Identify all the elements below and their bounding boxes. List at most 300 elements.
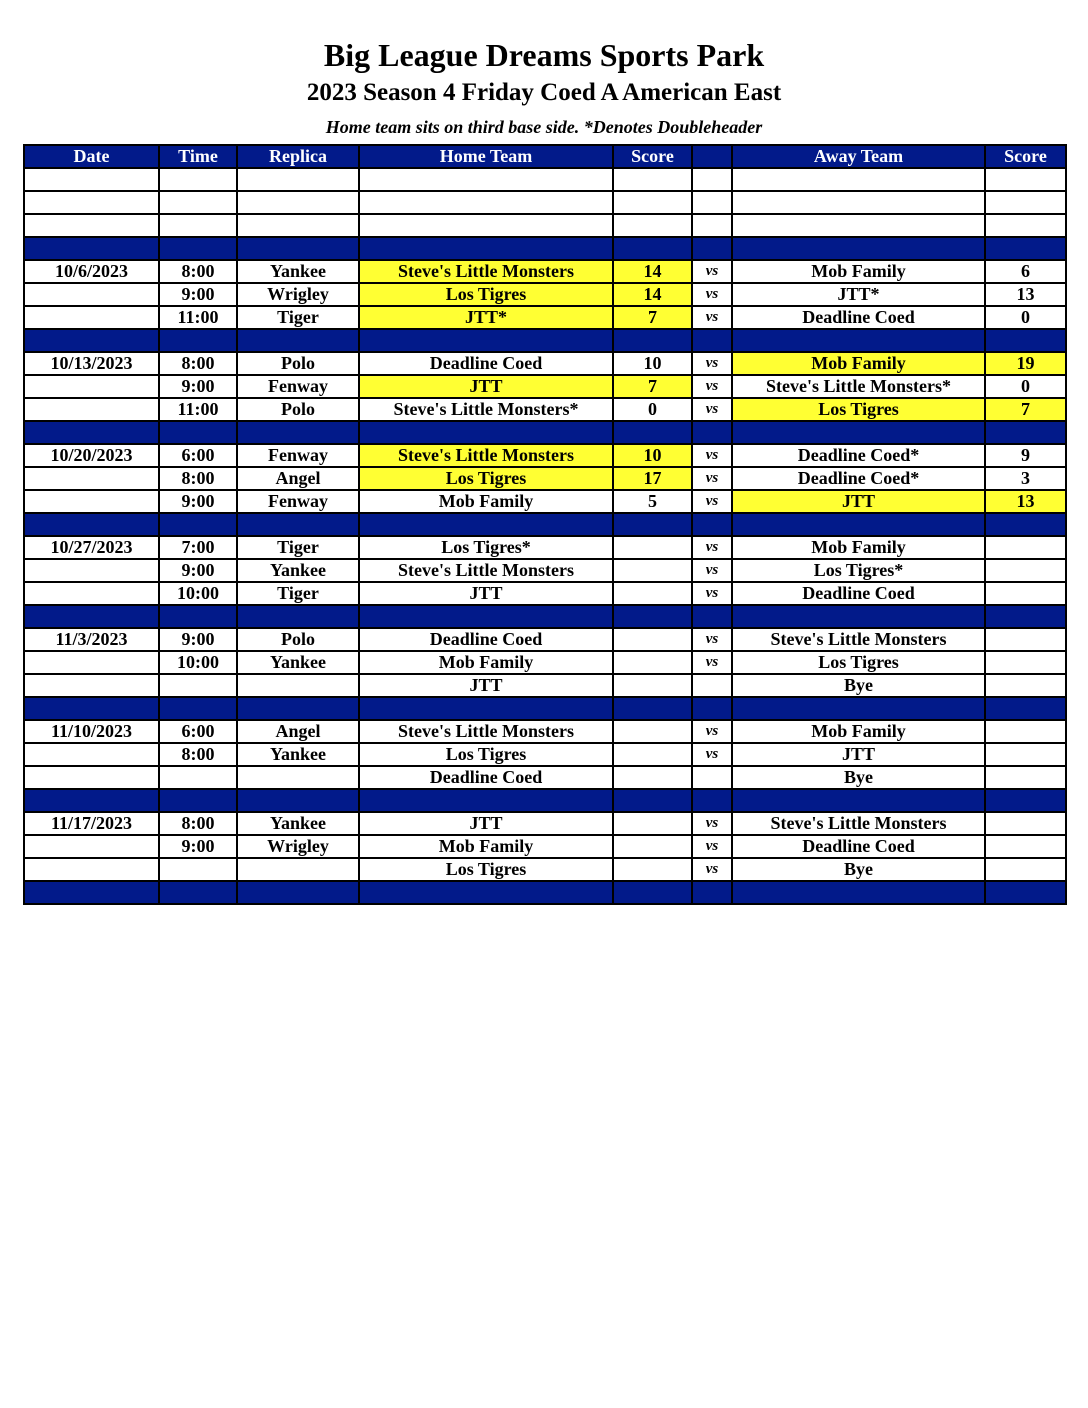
home-score-cell: 14 xyxy=(613,260,692,283)
away-team-cell: Steve's Little Monsters* xyxy=(732,375,985,398)
home-team-cell: Steve's Little Monsters xyxy=(359,559,613,582)
time-cell xyxy=(159,858,237,881)
time-cell xyxy=(159,789,237,812)
date-cell xyxy=(24,835,159,858)
home-score-cell xyxy=(613,329,692,352)
away-team-cell: Los Tigres xyxy=(732,398,985,421)
date-cell xyxy=(24,490,159,513)
away-team-cell: Mob Family xyxy=(732,352,985,375)
replica-cell xyxy=(237,191,359,214)
away-team-cell: Steve's Little Monsters xyxy=(732,812,985,835)
date-cell xyxy=(24,789,159,812)
vs-cell xyxy=(692,329,732,352)
away-score-cell: 6 xyxy=(985,260,1066,283)
time-cell: 9:00 xyxy=(159,628,237,651)
game-row xyxy=(24,306,1066,329)
home-team-cell: Los Tigres* xyxy=(359,536,613,559)
away-score-cell xyxy=(985,329,1066,352)
separator-row xyxy=(24,513,1066,536)
vs-cell xyxy=(692,766,732,789)
blank-row xyxy=(24,191,1066,214)
date-cell xyxy=(24,559,159,582)
game-row xyxy=(24,674,1066,697)
home-team-cell: JTT xyxy=(359,674,613,697)
vs-cell xyxy=(692,421,732,444)
header-row xyxy=(24,145,1066,168)
home-score-cell xyxy=(613,812,692,835)
page-note: Home team sits on third base side. *Denotes Doubleheader xyxy=(325,117,763,137)
game-row xyxy=(24,559,1066,582)
home-team-cell: Mob Family xyxy=(359,651,613,674)
replica-cell xyxy=(237,789,359,812)
home-team-cell xyxy=(359,214,613,237)
replica-cell xyxy=(237,766,359,789)
replica-cell xyxy=(237,605,359,628)
away-score-cell xyxy=(985,835,1066,858)
game-row xyxy=(24,352,1066,375)
away-team-cell: Mob Family xyxy=(732,260,985,283)
col-vs-header xyxy=(692,145,732,168)
away-score-cell: 19 xyxy=(985,352,1066,375)
replica-cell: Tiger xyxy=(237,582,359,605)
time-cell: 9:00 xyxy=(159,490,237,513)
replica-cell xyxy=(237,237,359,260)
home-score-cell xyxy=(613,421,692,444)
away-score-cell xyxy=(985,651,1066,674)
home-team-cell xyxy=(359,191,613,214)
date-cell xyxy=(24,766,159,789)
away-score-cell xyxy=(985,191,1066,214)
vs-cell: vs xyxy=(692,260,732,283)
away-score-cell: 13 xyxy=(985,283,1066,306)
time-cell: 8:00 xyxy=(159,260,237,283)
away-team-cell: Mob Family xyxy=(732,720,985,743)
col-home-score-header: Score xyxy=(613,145,692,168)
game-row xyxy=(24,743,1066,766)
home-score-cell xyxy=(613,651,692,674)
home-score-cell xyxy=(613,513,692,536)
time-cell xyxy=(159,237,237,260)
date-cell xyxy=(24,398,159,421)
away-team-cell: Deadline Coed xyxy=(732,835,985,858)
home-team-cell: Deadline Coed xyxy=(359,628,613,651)
time-cell: 9:00 xyxy=(159,283,237,306)
replica-cell: Tiger xyxy=(237,306,359,329)
vs-cell: vs xyxy=(692,858,732,881)
home-score-cell xyxy=(613,881,692,904)
separator-row xyxy=(24,789,1066,812)
replica-cell: Angel xyxy=(237,467,359,490)
away-team-cell xyxy=(732,513,985,536)
time-cell: 8:00 xyxy=(159,812,237,835)
vs-cell: vs xyxy=(692,743,732,766)
vs-cell xyxy=(692,237,732,260)
game-row xyxy=(24,582,1066,605)
away-team-cell: Steve's Little Monsters xyxy=(732,628,985,651)
home-team-cell: Los Tigres xyxy=(359,283,613,306)
date-cell: 10/6/2023 xyxy=(24,260,159,283)
away-team-cell: Deadline Coed xyxy=(732,582,985,605)
away-score-cell xyxy=(985,789,1066,812)
home-team-cell: Steve's Little Monsters xyxy=(359,444,613,467)
away-score-cell xyxy=(985,237,1066,260)
vs-cell xyxy=(692,697,732,720)
home-score-cell xyxy=(613,168,692,191)
home-score-cell: 7 xyxy=(613,375,692,398)
replica-cell xyxy=(237,168,359,191)
time-cell: 10:00 xyxy=(159,582,237,605)
away-team-cell xyxy=(732,421,985,444)
away-team-cell: Bye xyxy=(732,766,985,789)
col-away-score-header: Score xyxy=(985,145,1066,168)
home-team-cell: Mob Family xyxy=(359,835,613,858)
vs-cell xyxy=(692,168,732,191)
away-team-cell xyxy=(732,881,985,904)
away-team-cell: Los Tigres xyxy=(732,651,985,674)
away-team-cell: Los Tigres* xyxy=(732,559,985,582)
away-score-cell: 0 xyxy=(985,306,1066,329)
vs-cell: vs xyxy=(692,536,732,559)
replica-cell xyxy=(237,513,359,536)
game-row xyxy=(24,651,1066,674)
date-cell xyxy=(24,513,159,536)
game-row xyxy=(24,858,1066,881)
home-score-cell xyxy=(613,858,692,881)
home-score-cell xyxy=(613,720,692,743)
separator-row xyxy=(24,421,1066,444)
time-cell: 8:00 xyxy=(159,743,237,766)
vs-cell xyxy=(692,191,732,214)
vs-cell xyxy=(692,674,732,697)
away-score-cell xyxy=(985,628,1066,651)
home-team-cell xyxy=(359,513,613,536)
away-team-cell: Deadline Coed* xyxy=(732,444,985,467)
vs-cell: vs xyxy=(692,651,732,674)
replica-cell: Wrigley xyxy=(237,835,359,858)
away-score-cell xyxy=(985,881,1066,904)
vs-cell: vs xyxy=(692,628,732,651)
date-cell xyxy=(24,651,159,674)
home-team-cell: Steve's Little Monsters xyxy=(359,260,613,283)
game-row xyxy=(24,766,1066,789)
date-cell: 10/27/2023 xyxy=(24,536,159,559)
time-cell xyxy=(159,329,237,352)
date-cell xyxy=(24,467,159,490)
game-row xyxy=(24,490,1066,513)
vs-cell xyxy=(692,513,732,536)
date-cell xyxy=(24,306,159,329)
time-cell: 8:00 xyxy=(159,352,237,375)
home-score-cell xyxy=(613,835,692,858)
away-team-cell: Deadline Coed xyxy=(732,306,985,329)
time-cell xyxy=(159,168,237,191)
vs-cell xyxy=(692,881,732,904)
page-subtitle: 2023 Season 4 Friday Coed A American East xyxy=(306,79,782,106)
schedule-table xyxy=(23,144,1067,905)
away-team-cell: JTT* xyxy=(732,283,985,306)
home-team-cell: Steve's Little Monsters xyxy=(359,720,613,743)
vs-cell: vs xyxy=(692,490,732,513)
date-cell xyxy=(24,697,159,720)
home-team-cell: Los Tigres xyxy=(359,467,613,490)
away-team-cell xyxy=(732,168,985,191)
date-cell xyxy=(24,674,159,697)
vs-cell: vs xyxy=(692,812,732,835)
away-team-cell xyxy=(732,605,985,628)
replica-cell: Fenway xyxy=(237,490,359,513)
home-team-cell xyxy=(359,421,613,444)
home-score-cell xyxy=(613,536,692,559)
home-score-cell: 14 xyxy=(613,283,692,306)
separator-row xyxy=(24,605,1066,628)
replica-cell: Polo xyxy=(237,628,359,651)
vs-cell: vs xyxy=(692,352,732,375)
away-score-cell xyxy=(985,812,1066,835)
date-cell xyxy=(24,329,159,352)
home-score-cell xyxy=(613,674,692,697)
date-cell: 11/10/2023 xyxy=(24,720,159,743)
home-team-cell: JTT* xyxy=(359,306,613,329)
away-score-cell: 3 xyxy=(985,467,1066,490)
col-home-team-header: Home Team xyxy=(359,145,613,168)
home-score-cell xyxy=(613,582,692,605)
time-cell xyxy=(159,421,237,444)
away-score-cell xyxy=(985,720,1066,743)
home-score-cell: 0 xyxy=(613,398,692,421)
replica-cell xyxy=(237,329,359,352)
away-score-cell xyxy=(985,214,1066,237)
replica-cell: Polo xyxy=(237,352,359,375)
date-cell: 11/3/2023 xyxy=(24,628,159,651)
replica-cell xyxy=(237,421,359,444)
home-team-cell xyxy=(359,697,613,720)
replica-cell: Yankee xyxy=(237,812,359,835)
away-score-cell xyxy=(985,697,1066,720)
time-cell: 6:00 xyxy=(159,720,237,743)
home-score-cell: 10 xyxy=(613,444,692,467)
home-score-cell xyxy=(613,743,692,766)
date-cell xyxy=(24,605,159,628)
time-cell xyxy=(159,674,237,697)
replica-cell xyxy=(237,881,359,904)
home-score-cell xyxy=(613,214,692,237)
time-cell: 7:00 xyxy=(159,536,237,559)
away-team-cell xyxy=(732,697,985,720)
away-score-cell: 7 xyxy=(985,398,1066,421)
separator-row xyxy=(24,697,1066,720)
home-team-cell xyxy=(359,605,613,628)
home-score-cell xyxy=(613,628,692,651)
replica-cell: Yankee xyxy=(237,743,359,766)
vs-cell: vs xyxy=(692,375,732,398)
replica-cell: Yankee xyxy=(237,651,359,674)
replica-cell: Yankee xyxy=(237,559,359,582)
home-team-cell: Mob Family xyxy=(359,490,613,513)
away-team-cell xyxy=(732,191,985,214)
page-title: Big League Dreams Sports Park xyxy=(323,37,765,73)
away-score-cell xyxy=(985,766,1066,789)
time-cell: 11:00 xyxy=(159,306,237,329)
game-row xyxy=(24,398,1066,421)
date-cell: 11/17/2023 xyxy=(24,812,159,835)
away-team-cell xyxy=(732,789,985,812)
away-score-cell xyxy=(985,582,1066,605)
home-team-cell: Los Tigres xyxy=(359,858,613,881)
away-team-cell xyxy=(732,214,985,237)
home-team-cell: JTT xyxy=(359,375,613,398)
separator-row xyxy=(24,237,1066,260)
away-score-cell xyxy=(985,559,1066,582)
date-cell xyxy=(24,743,159,766)
date-cell xyxy=(24,375,159,398)
date-cell xyxy=(24,283,159,306)
date-cell xyxy=(24,191,159,214)
game-row xyxy=(24,375,1066,398)
vs-cell: vs xyxy=(692,444,732,467)
time-cell xyxy=(159,191,237,214)
replica-cell: Yankee xyxy=(237,260,359,283)
time-cell: 6:00 xyxy=(159,444,237,467)
game-row xyxy=(24,467,1066,490)
home-team-cell xyxy=(359,168,613,191)
away-score-cell xyxy=(985,858,1066,881)
home-score-cell xyxy=(613,237,692,260)
away-score-cell xyxy=(985,513,1066,536)
col-time-header: Time xyxy=(159,145,237,168)
home-team-cell xyxy=(359,881,613,904)
away-score-cell xyxy=(985,168,1066,191)
away-score-cell xyxy=(985,743,1066,766)
home-team-cell: JTT xyxy=(359,812,613,835)
away-team-cell xyxy=(732,237,985,260)
date-cell: 10/20/2023 xyxy=(24,444,159,467)
separator-row xyxy=(24,881,1066,904)
replica-cell: Wrigley xyxy=(237,283,359,306)
schedule-body xyxy=(24,168,1066,904)
time-cell xyxy=(159,214,237,237)
home-score-cell xyxy=(613,605,692,628)
home-team-cell: JTT xyxy=(359,582,613,605)
vs-cell xyxy=(692,214,732,237)
vs-cell: vs xyxy=(692,582,732,605)
vs-cell: vs xyxy=(692,398,732,421)
blank-row xyxy=(24,214,1066,237)
col-date-header: Date xyxy=(24,145,159,168)
time-cell: 10:00 xyxy=(159,651,237,674)
home-score-cell: 5 xyxy=(613,490,692,513)
time-cell: 9:00 xyxy=(159,375,237,398)
vs-cell: vs xyxy=(692,283,732,306)
game-row xyxy=(24,720,1066,743)
home-team-cell xyxy=(359,237,613,260)
away-team-cell xyxy=(732,329,985,352)
home-score-cell: 17 xyxy=(613,467,692,490)
away-score-cell xyxy=(985,674,1066,697)
replica-cell xyxy=(237,858,359,881)
date-cell xyxy=(24,582,159,605)
away-score-cell: 0 xyxy=(985,375,1066,398)
vs-cell: vs xyxy=(692,835,732,858)
away-team-cell: Bye xyxy=(732,858,985,881)
vs-cell: vs xyxy=(692,467,732,490)
away-score-cell: 13 xyxy=(985,490,1066,513)
time-cell xyxy=(159,697,237,720)
home-team-cell xyxy=(359,329,613,352)
date-cell xyxy=(24,168,159,191)
away-score-cell xyxy=(985,605,1066,628)
home-team-cell xyxy=(359,789,613,812)
col-away-team-header: Away Team xyxy=(732,145,985,168)
home-score-cell xyxy=(613,766,692,789)
home-score-cell: 10 xyxy=(613,352,692,375)
time-cell xyxy=(159,605,237,628)
replica-cell: Angel xyxy=(237,720,359,743)
home-score-cell xyxy=(613,191,692,214)
game-row xyxy=(24,835,1066,858)
replica-cell: Polo xyxy=(237,398,359,421)
home-score-cell xyxy=(613,697,692,720)
time-cell xyxy=(159,881,237,904)
game-row xyxy=(24,444,1066,467)
home-score-cell xyxy=(613,559,692,582)
vs-cell xyxy=(692,605,732,628)
away-score-cell xyxy=(985,536,1066,559)
game-row xyxy=(24,812,1066,835)
time-cell: 8:00 xyxy=(159,467,237,490)
home-team-cell: Los Tigres xyxy=(359,743,613,766)
date-cell xyxy=(24,214,159,237)
game-row xyxy=(24,260,1066,283)
home-score-cell: 7 xyxy=(613,306,692,329)
replica-cell xyxy=(237,674,359,697)
col-replica-header: Replica xyxy=(237,145,359,168)
away-team-cell: Mob Family xyxy=(732,536,985,559)
vs-cell: vs xyxy=(692,306,732,329)
home-score-cell xyxy=(613,789,692,812)
away-score-cell xyxy=(985,421,1066,444)
date-cell xyxy=(24,858,159,881)
replica-cell: Fenway xyxy=(237,375,359,398)
away-team-cell: JTT xyxy=(732,490,985,513)
game-row xyxy=(24,628,1066,651)
date-cell xyxy=(24,881,159,904)
home-team-cell: Deadline Coed xyxy=(359,766,613,789)
replica-cell xyxy=(237,697,359,720)
home-team-cell: Steve's Little Monsters* xyxy=(359,398,613,421)
blank-row xyxy=(24,168,1066,191)
vs-cell xyxy=(692,789,732,812)
time-cell xyxy=(159,513,237,536)
replica-cell xyxy=(237,214,359,237)
time-cell: 9:00 xyxy=(159,559,237,582)
time-cell xyxy=(159,766,237,789)
date-cell xyxy=(24,237,159,260)
away-team-cell: JTT xyxy=(732,743,985,766)
away-score-cell: 9 xyxy=(985,444,1066,467)
replica-cell: Tiger xyxy=(237,536,359,559)
replica-cell: Fenway xyxy=(237,444,359,467)
home-team-cell: Deadline Coed xyxy=(359,352,613,375)
vs-cell: vs xyxy=(692,559,732,582)
time-cell: 11:00 xyxy=(159,398,237,421)
time-cell: 9:00 xyxy=(159,835,237,858)
separator-row xyxy=(24,329,1066,352)
game-row xyxy=(24,283,1066,306)
date-cell xyxy=(24,421,159,444)
date-cell: 10/13/2023 xyxy=(24,352,159,375)
away-team-cell: Deadline Coed* xyxy=(732,467,985,490)
game-row xyxy=(24,536,1066,559)
